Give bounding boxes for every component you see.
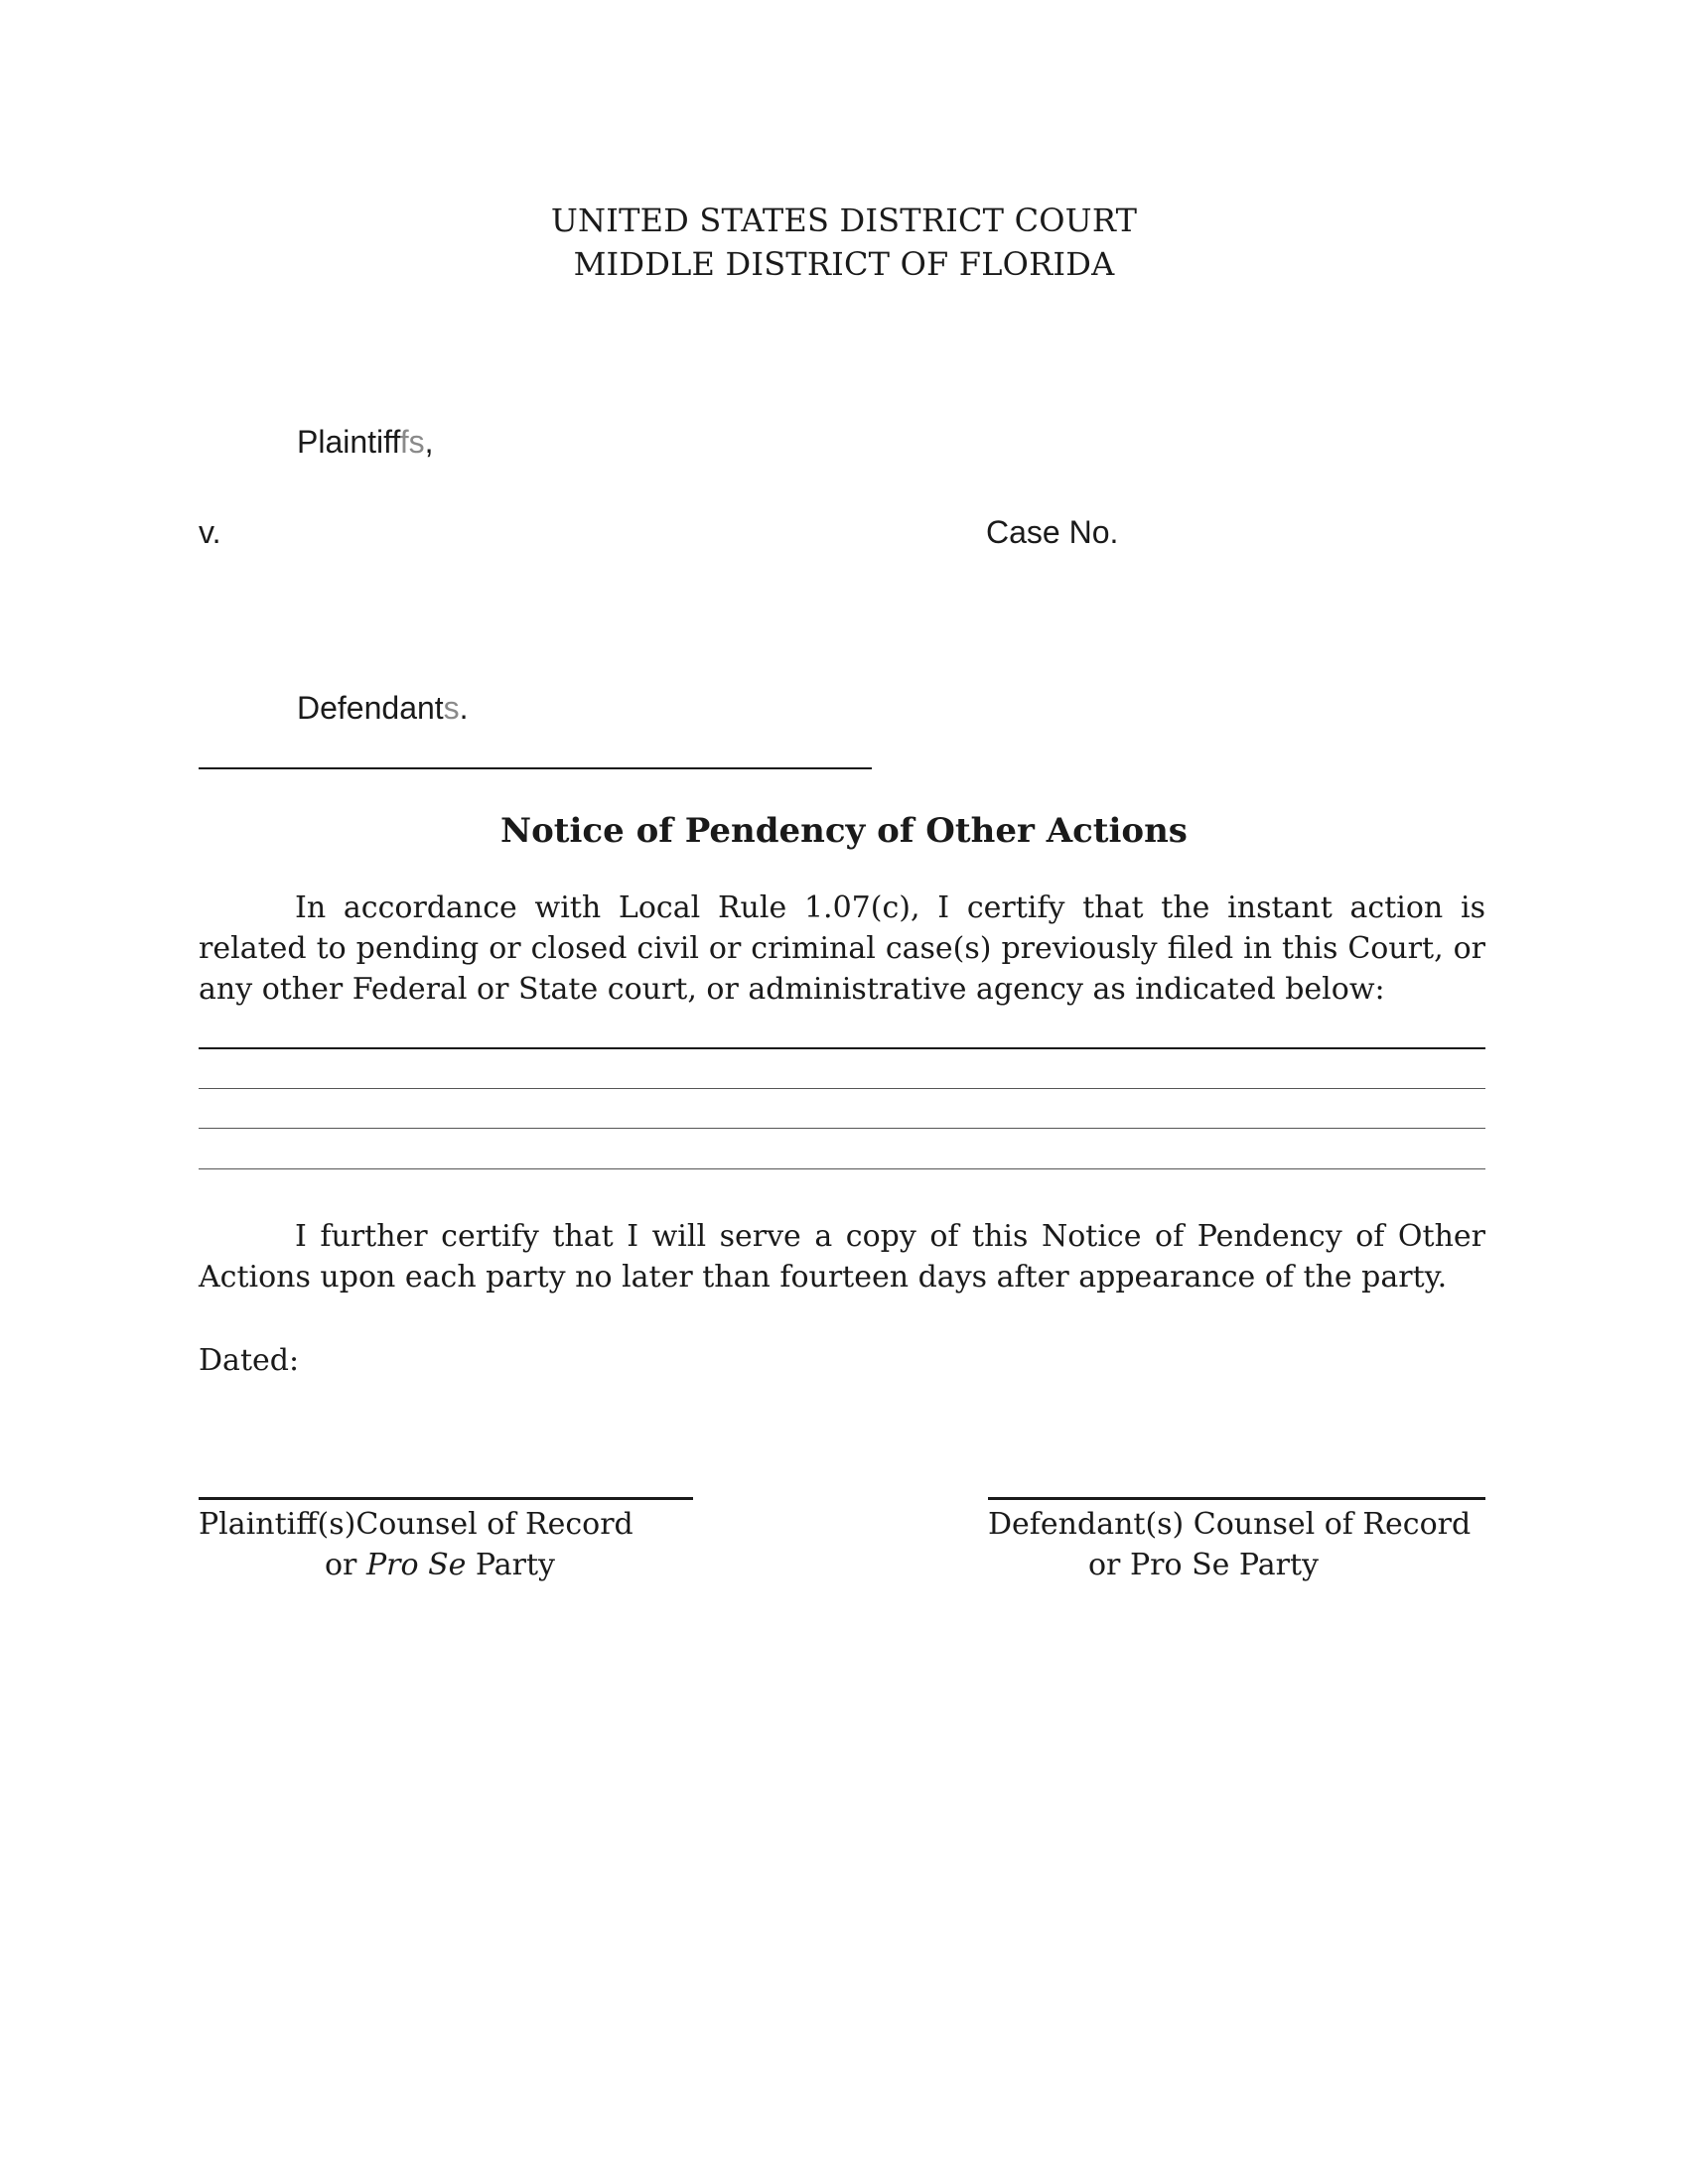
defendants-label (297, 688, 469, 728)
certification-text: In accordance with Local Rule 1.07(c), I certify that the instant action is related to pending or closed civil or criminal case(s) previously filed in this Court, or any other Federal or State court, or administrative agency as indicated below: (199, 890, 1485, 1007)
defendants-label-tail: . (459, 690, 469, 726)
plaintiff-signature-subtitle (325, 1545, 555, 1585)
plaintiff-signature-line[interactable] (199, 1497, 693, 1500)
plaintiff-party: Party (466, 1548, 555, 1582)
court-name: UNITED STATES DISTRICT COURT (550, 202, 1138, 239)
plaintiff-signature-title: Plaintiff(s)Counsel of Record (199, 1507, 633, 1542)
plaintiffs-label-base: Plaintiff (297, 424, 400, 460)
service-paragraph (199, 1216, 1485, 1297)
defendant-signature-line[interactable] (988, 1497, 1485, 1500)
case-number-label: Case No. (986, 514, 1119, 550)
service-text: I further certify that I will serve a copy of this Notice of Pendency of Other Actions upon each party no later than fourteen days after appearance of the party. (199, 1219, 1485, 1295)
related-case-line-2[interactable] (199, 1088, 1485, 1089)
court-district: MIDDLE DISTRICT OF FLORIDA (573, 245, 1115, 283)
related-case-line-1[interactable] (199, 1047, 1485, 1049)
plaintiff-or: or (325, 1548, 366, 1582)
plaintiffs-label-tail: , (424, 424, 434, 460)
plaintiffs-label-faded: fs (399, 424, 425, 460)
caption-divider (199, 767, 872, 769)
notice-title: Notice of Pendency of Other Actions (500, 811, 1188, 851)
dated-label: Dated: (199, 1343, 300, 1378)
defendant-signature-title: Defendant(s) Counsel of Record (988, 1507, 1472, 1542)
defendants-label-faded: s (443, 690, 460, 726)
versus-label: v. (199, 514, 221, 550)
plaintiffs-label (297, 422, 434, 462)
related-case-line-4[interactable] (199, 1168, 1485, 1169)
defendant-signature-subtitle: or Pro Se Party (1088, 1548, 1319, 1582)
defendants-label-base: Defendant (297, 690, 444, 726)
plaintiff-pro-se: Pro Se (365, 1548, 467, 1582)
related-case-line-3[interactable] (199, 1128, 1485, 1129)
certification-paragraph (199, 887, 1485, 1010)
